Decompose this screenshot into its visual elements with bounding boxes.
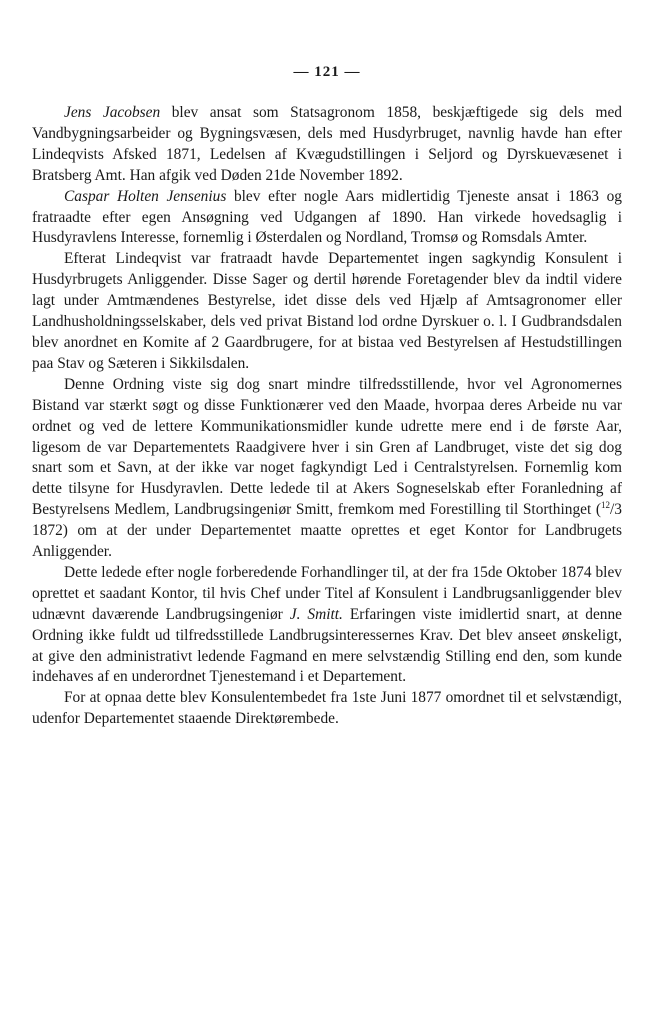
person-name: Jens Jacobsen xyxy=(64,104,161,121)
paragraph-lindeqvist xyxy=(32,249,622,374)
paragraph-text: Dette ledede efter nogle forberedende Forhandlinger til, at der fra 15de Oktober 1874 blev oprettet et saadant Kontor, til hvis Chef under Titel af Konsulent i Landbrugsanliggender blev udnævnt daværende Landbrugsingeniør xyxy=(32,563,622,623)
paragraph-kontor xyxy=(32,563,622,688)
person-name: J. Smitt. xyxy=(289,605,343,623)
paragraph-text: Denne Ordning viste sig dog snart mindre tilfredsstillende, hvor vel Agronomernes Bistand var stærkt søgt og disse Funktionærer ved den Maade, hvorpaa deres Arbeide nu var ordnet og ved de lettere Kommunikationsmidler kunde udrette mere end i de første Aar, ligesom de var Departementets Raadgivere hver i sin Gren af Landbruget, viste det sig dog snart som et Savn, at der ikke var noget fagkyndigt Led i Centralstyrelsen. Fornemlig kom dette tilsyne for Husdyravlen. Dette ledede til at Akers Sogneselskab efter Foranledning af Bestyrelsens Medlem, Landbrugsingeniør Smitt, fremkom med Forestilling til Storthinget ( xyxy=(32,375,622,519)
paragraph-text: blev ansat som Statsagronom 1858, beskjæftigede sig dels med Vandbygningsarbeider og Bygningsvæsen, dels med Husdyrbruget, navnlig havde han efter Lindeqvists Afsked 1871, Ledelsen af Kvægudstillingen i Seljord og Dyrskuevæsenet i Bratsberg Amt. Han afgik ved Døden 21de November 1892. xyxy=(32,104,622,184)
paragraph-caspar-jensenius xyxy=(32,187,622,250)
paragraph-ordning xyxy=(32,375,622,563)
paragraph-text: For at opnaa dette blev Konsulentembedet fra 1ste Juni 1877 omordnet til et selvstændigt, udenfor Departementet staaende Direktørembede. xyxy=(32,689,622,728)
paragraph-jens-jacobsen xyxy=(32,103,622,187)
paragraph-direktorembede xyxy=(32,688,622,730)
page-number: — 121 — xyxy=(293,64,361,80)
paragraph-text: /3 1872) om at der under Departementet maatte oprettes et eget Kontor for Landbrugets Anliggender. xyxy=(32,501,622,561)
date-superscript: 12 xyxy=(601,500,611,511)
document-page xyxy=(32,64,622,730)
paragraph-text: blev efter nogle Aars midlertidig Tjeneste ansat i 1863 og fratraadte efter egen Ansøgning ved Udgangen af 1890. Han virkede hovedsaglig i Husdyravlens Interesse, fornemlig i Østerdalen og Nordland, Tromsø og Romsdals Amter. xyxy=(32,187,622,247)
paragraph-text: Erfaringen viste imidlertid snart, at denne Ordning ikke fuldt ud tilfredsstillede Landbrugsinteressernes Krav. Det blev anseet ønskeligt, at give den administrativt ledende Fagmand en mere selvstændig Stilling end den, som kunde indehaves af en underordnet Tjenestemand i et Departement. xyxy=(32,605,622,686)
person-name: Caspar Holten Jensenius xyxy=(64,187,227,205)
paragraph-text: Efterat Lindeqvist var fratraadt havde Departementet ingen sagkyndig Konsulent i Husdyrbrugets Anliggender. Disse Sager og dertil hørende Foretagender blev da indtil videre lagt under Amtmændenes Bestyrelse, idet disse dels ved Hjælp af Amtsagronomer eller Landhusholdningsselskaber, dels ved privat Bistand lod ordne Dyrskuer o. l. I Gudbrandsdalen blev anordnet en Komite af 2 Gaardbrugere, for at bistaa ved Bestyrelsen af Hestudstillingen paa Stav og Sæteren i Sikkilsdalen. xyxy=(32,250,622,372)
